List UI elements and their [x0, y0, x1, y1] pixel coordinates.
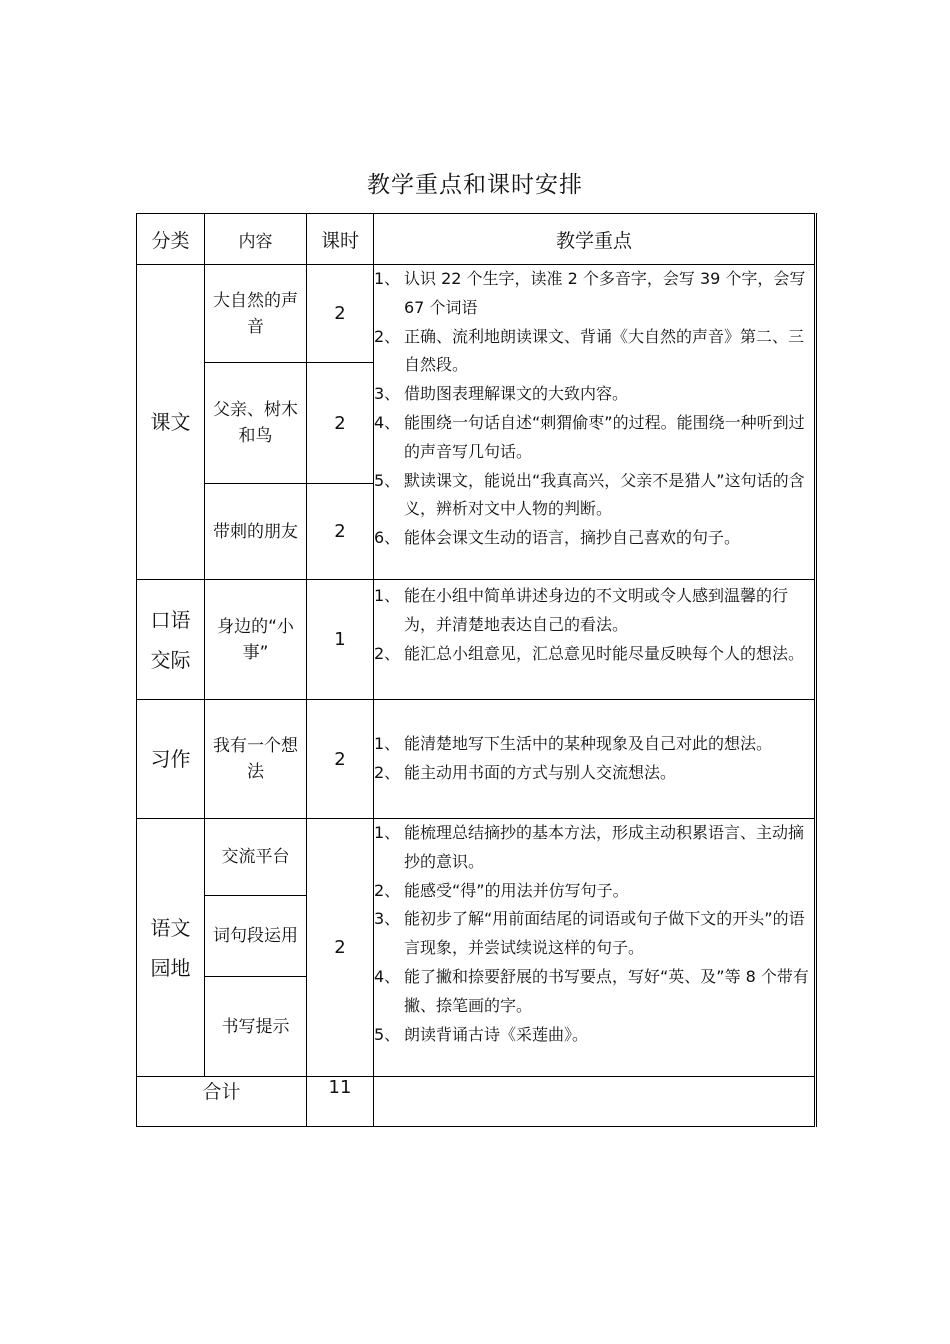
- table-row: [137, 700, 816, 819]
- hours-cell: 2: [307, 819, 374, 1077]
- category-cell-kewen: [137, 265, 205, 580]
- category-label: 课文: [150, 410, 191, 434]
- point-text: 能了撇和捺要舒展的书写要点，写好“英、及”等 8 个带有撇、捺笔画的字。: [404, 966, 809, 1015]
- point-text: 能体会课文生动的语言，摘抄自己喜欢的句子。: [404, 528, 741, 548]
- point-number: 2、: [374, 326, 401, 346]
- point-text: 能主动用书面的方式与别人交流想法。: [404, 763, 677, 782]
- point-number: 2、: [374, 643, 401, 663]
- point-text: 认识 22 个生字，读准 2 个多音字，会写 39 个字，会写 67 个词语: [404, 269, 806, 317]
- focus-point: [374, 265, 814, 323]
- point-number: 1、: [374, 823, 401, 842]
- point-number: 1、: [374, 586, 401, 605]
- hours-cell: 2: [307, 700, 374, 819]
- total-row: [137, 1077, 816, 1127]
- table-row: [137, 819, 816, 896]
- point-number: 5、: [374, 1024, 401, 1044]
- point-number: 6、: [374, 528, 401, 548]
- focus-point: [374, 524, 814, 553]
- hours-cell: 1: [307, 580, 374, 700]
- content-cell: 父亲、树木和鸟: [205, 363, 307, 484]
- content-cell: 大自然的声音: [205, 265, 307, 363]
- point-text: 借助图表理解课文的大致内容。: [404, 384, 629, 404]
- focus-point: [374, 730, 814, 759]
- focus-cell-yuwen: [374, 819, 816, 1077]
- focus-cell-kouyu: [374, 580, 816, 700]
- focus-point: [374, 963, 814, 1021]
- point-number: 5、: [374, 470, 401, 490]
- point-number: 1、: [374, 269, 401, 288]
- point-text: 能梳理总结摘抄的基本方法，形成主动积累语言、主动摘抄的意识。: [404, 823, 805, 871]
- header-row: [137, 214, 816, 265]
- focus-cell-xizuo: [374, 700, 816, 819]
- focus-point: [374, 323, 814, 381]
- focus-cell-kewen: [374, 265, 816, 580]
- total-hours: 11: [307, 1077, 374, 1127]
- point-text: 能围绕一句话自述“刺猬偷枣”的过程。能围绕一种听到过的声音写几句话。: [404, 412, 805, 461]
- focus-point: [374, 467, 814, 525]
- content-cell: 带刺的朋友: [205, 484, 307, 580]
- content-cell: 词句段运用: [205, 896, 307, 977]
- hours-cell: 2: [307, 265, 374, 363]
- focus-point: [374, 409, 814, 467]
- focus-point: [374, 905, 814, 963]
- category-cell-kouyu: 口语交际: [137, 580, 205, 700]
- point-text: 默读课文，能说出“我真高兴，父亲不是猎人”这句话的含义，辨析对文中人物的判断。: [404, 470, 805, 519]
- document-title: 教学重点和课时安排: [367, 172, 583, 198]
- category-cell-xizuo: 习作: [137, 700, 205, 819]
- table-row: [137, 580, 816, 700]
- point-number: 4、: [374, 966, 401, 986]
- point-number: 2、: [374, 880, 401, 900]
- total-focus-empty: [374, 1077, 816, 1127]
- point-number: 3、: [374, 909, 401, 929]
- focus-point: [374, 819, 814, 877]
- content-cell: 书写提示: [205, 977, 307, 1077]
- point-number: 1、: [374, 734, 401, 754]
- focus-point: [374, 877, 814, 906]
- lesson-plan-table: [136, 213, 817, 1127]
- content-cell: 我有一个想法: [205, 700, 307, 819]
- point-number: 2、: [374, 763, 401, 782]
- point-text: 能清楚地写下生活中的某种现象及自己对此的想法。: [404, 734, 773, 754]
- point-text: 能汇总小组意见，汇总意见时能尽量反映每个人的想法。: [404, 643, 805, 663]
- content-cell: 交流平台: [205, 819, 307, 896]
- total-label: 合计: [137, 1077, 307, 1127]
- header-category: 分类: [137, 214, 205, 265]
- point-text: 正确、流利地朗读课文、背诵《大自然的声音》第二、三自然段。: [404, 326, 805, 375]
- focus-point: [374, 640, 814, 669]
- focus-point: [374, 1021, 814, 1050]
- table-row: [137, 265, 816, 363]
- focus-point: [374, 759, 814, 788]
- category-cell-yuwen: 语文园地: [137, 819, 205, 1077]
- header-content: 内容: [205, 214, 307, 265]
- point-text: 能初步了解“用前面结尾的词语或句子做下文的开头”的语言现象，并尝试续说这样的句子。: [404, 909, 805, 958]
- focus-point: [374, 380, 814, 409]
- point-text: 能在小组中简单讲述身边的不文明或令人感到温馨的行为，并清楚地表达自己的看法。: [404, 586, 789, 634]
- hours-cell: 2: [307, 363, 374, 484]
- point-number: 4、: [374, 412, 401, 432]
- content-cell: 身边的“小事”: [205, 580, 307, 700]
- point-number: 3、: [374, 384, 401, 404]
- focus-point: [374, 582, 814, 640]
- hours-cell: 2: [307, 484, 374, 580]
- header-focus: 教学重点: [374, 214, 816, 265]
- point-text: 能感受“得”的用法并仿写句子。: [404, 880, 629, 900]
- header-hours: 课时: [307, 214, 374, 265]
- point-text: 朗读背诵古诗《采莲曲》。: [404, 1024, 589, 1044]
